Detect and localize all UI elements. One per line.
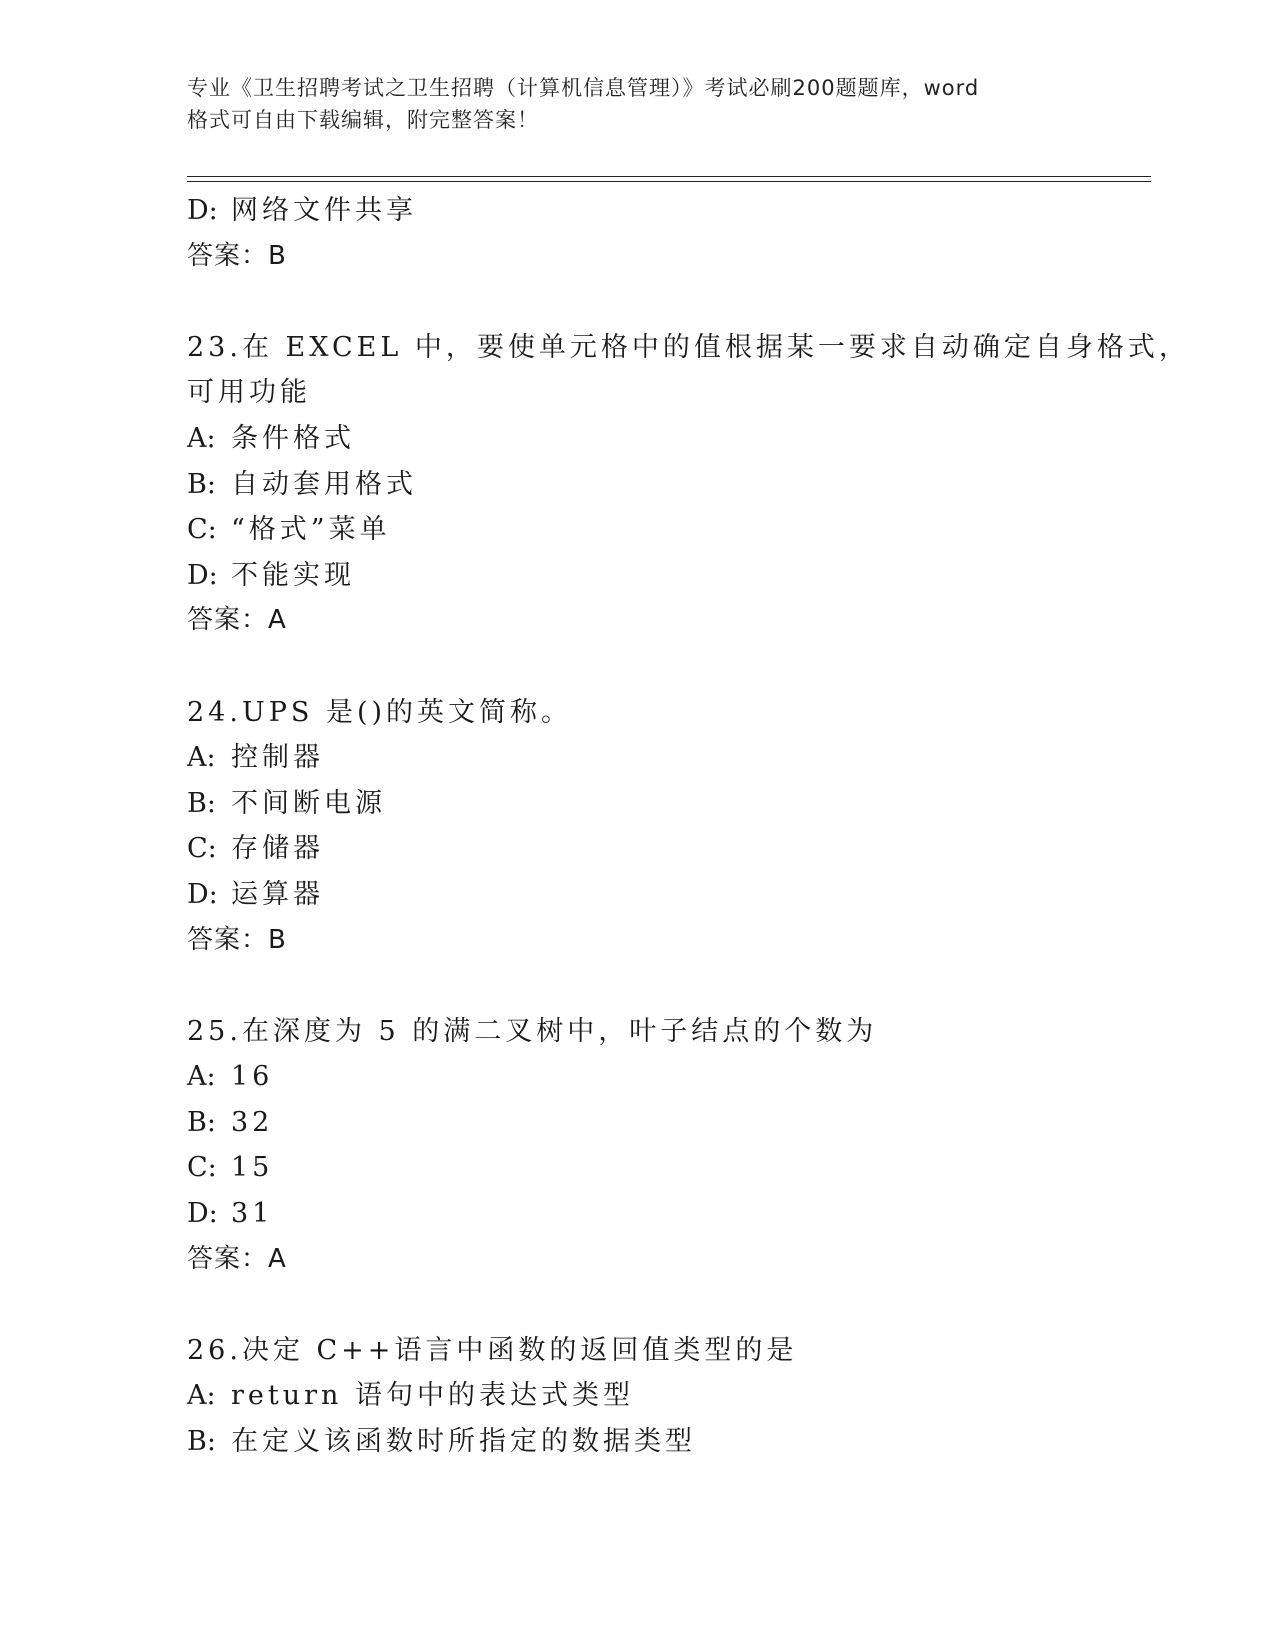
option-text: 网络文件共享: [231, 195, 417, 226]
question-stem: 25.在深度为 5 的满二叉树中，叶子结点的个数为: [187, 1015, 878, 1047]
option-label: C:: [187, 514, 217, 546]
option-label: D:: [187, 878, 218, 910]
option-text: 不能实现: [231, 559, 355, 591]
option-d: [187, 1191, 1147, 1237]
question-stem: 24.UPS 是()的英文简称。: [187, 696, 573, 728]
option-a: [187, 1054, 1147, 1100]
option-label: C:: [187, 1152, 217, 1184]
spacer: [187, 644, 1147, 690]
option-d: [187, 872, 1147, 918]
option-text: 存储器: [231, 833, 324, 865]
option-text: 15: [231, 1152, 274, 1184]
question-stem: 23.在 EXCEL 中，要使单元格中的值根据某一要求自动确定自身格式，: [187, 331, 1190, 363]
option-label: D:: [187, 195, 218, 226]
option-label: B:: [187, 468, 216, 500]
option-a: [187, 416, 1147, 462]
option-d: [187, 188, 1147, 234]
option-c: [187, 826, 1147, 872]
spacer: [187, 279, 1147, 325]
question-stem-continued: 可用功能: [187, 377, 311, 409]
option-a: [187, 735, 1147, 781]
spacer: [187, 1282, 1147, 1328]
question-list: [187, 188, 1190, 1465]
option-a: [187, 1373, 1147, 1419]
answer: 答案：A: [187, 1243, 287, 1274]
option-text: 16: [231, 1061, 274, 1093]
option-text: 条件格式: [231, 422, 355, 454]
option-label: D:: [187, 559, 218, 591]
question-stem: 26.决定 C++语言中函数的返回值类型的是: [187, 1334, 798, 1366]
answer: 答案：B: [187, 240, 287, 271]
option-b: [187, 1419, 1147, 1465]
option-text: “格式”菜单: [231, 514, 391, 546]
header-line-1: 专业《卫生招聘考试之卫生招聘（计算机信息管理）》考试必刷200题题库，word: [187, 76, 980, 100]
spacer: [187, 963, 1147, 1009]
option-text: 不间断电源: [231, 787, 386, 819]
answer: 答案：B: [187, 924, 287, 955]
option-label: A:: [187, 742, 216, 774]
option-label: B:: [187, 1106, 216, 1138]
document-header: [187, 72, 1087, 136]
option-label: A:: [187, 1061, 216, 1093]
header-divider-bottom: [187, 181, 1151, 182]
option-text: 运算器: [231, 878, 324, 910]
option-label: D:: [187, 1198, 218, 1230]
option-c: [187, 1145, 1147, 1191]
option-b: [187, 462, 1147, 508]
option-text: 控制器: [231, 742, 324, 774]
header-line-2: 格式可自由下载编辑，附完整答案！: [187, 108, 539, 132]
header-divider-top: [187, 176, 1151, 177]
option-label: B:: [187, 1426, 216, 1458]
answer: 答案：A: [187, 605, 287, 636]
option-c: [187, 507, 1147, 553]
option-label: A:: [187, 422, 216, 454]
option-label: C:: [187, 833, 217, 865]
option-b: [187, 1100, 1147, 1146]
option-text: 32: [231, 1106, 274, 1138]
option-text: return 语句中的表达式类型: [231, 1380, 635, 1412]
option-label: B:: [187, 787, 216, 819]
option-text: 31: [231, 1198, 274, 1230]
option-text: 自动套用格式: [231, 468, 417, 500]
option-text: 在定义该函数时所指定的数据类型: [231, 1426, 696, 1458]
option-d: [187, 553, 1147, 599]
option-b: [187, 781, 1147, 827]
option-label: A:: [187, 1380, 216, 1412]
